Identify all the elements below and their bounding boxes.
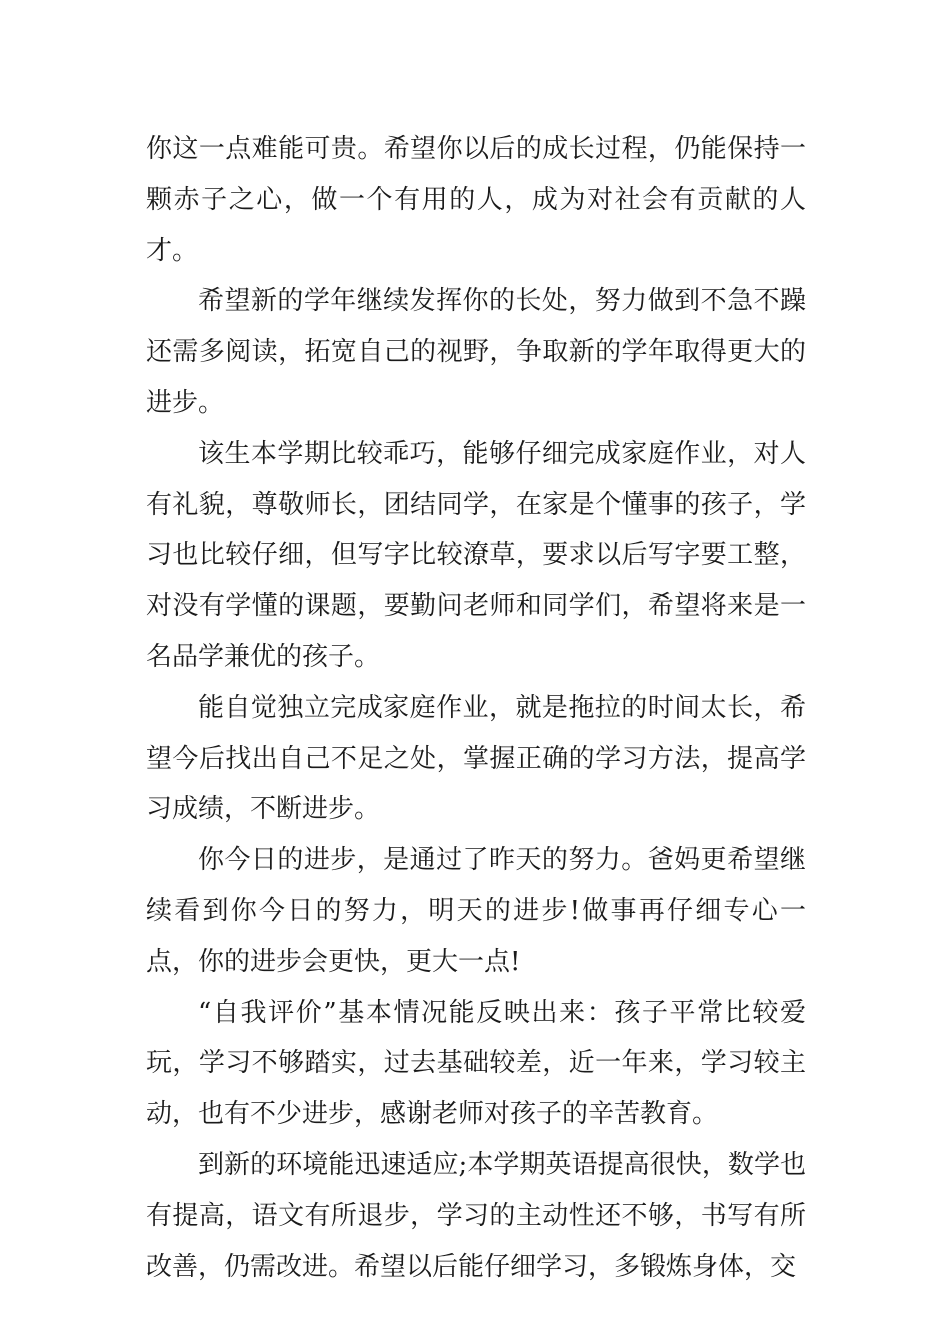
paragraph-7: 到新的环境能迅速适应;本学期英语提高很快，数学也有提高，语文有所退步，学习的主动性还不够，书写有所改善，仍需改进。希望以后能仔细学习，多锻炼身体，交 bbox=[146, 1149, 806, 1282]
paragraph-2: 希望新的学年继续发挥你的长处，努力做到不急不躁还需多阅读，拓宽自己的视野，争取新的学年取得更大的进步。 bbox=[146, 286, 806, 418]
paragraph-1: 你这一点难能可贵。希望你以后的成长过程，仍能保持一颗赤子之心，做一个有用的人，成为对社会有贡献的人才。 bbox=[146, 134, 806, 266]
paragraph-6: “自我评价”基本情况能反映出来：孩子平常比较爱玩，学习不够踏实，过去基础较差，近一年来，学习较主动，也有不少进步，感谢老师对孩子的辛苦教育。 bbox=[146, 997, 806, 1130]
paragraph-5: 你今日的进步，是通过了昨天的努力。爸妈更希望继续看到你今日的努力，明天的进步!做事再仔细专心一点，你的进步会更快，更大一点! bbox=[146, 845, 806, 977]
paragraph-3: 该生本学期比较乖巧，能够仔细完成家庭作业，对人有礼貌，尊敬师长，团结同学，在家是个懂事的孩子，学习也比较仔细，但写字比较潦草，要求以后写字要工整，对没有学懂的课题，要勤问老师和同学们，希望将来是一名品学兼优的孩子。 bbox=[146, 438, 806, 672]
document-body bbox=[146, 124, 806, 1292]
paragraph-4: 能自觉独立完成家庭作业，就是拖拉的时间太长，希望今后找出自己不足之处，掌握正确的学习方法，提高学习成绩，不断进步。 bbox=[146, 692, 806, 825]
